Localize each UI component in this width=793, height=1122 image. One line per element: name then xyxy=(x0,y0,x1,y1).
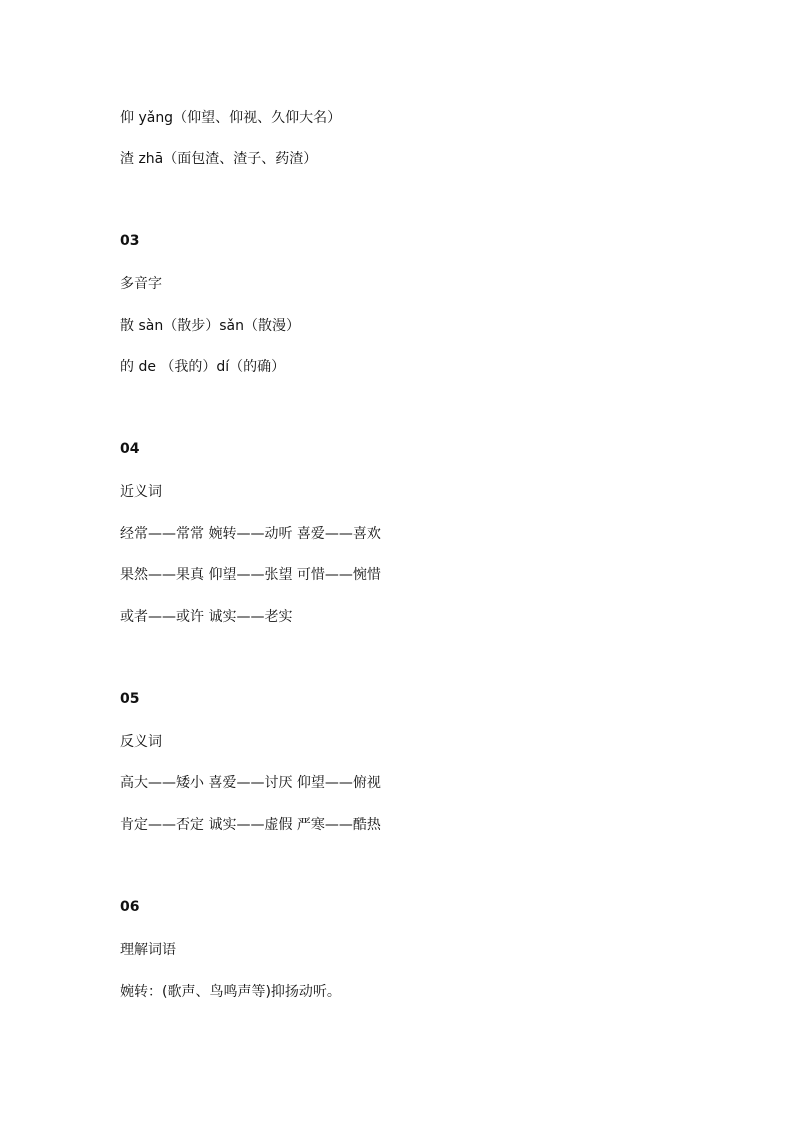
section-number-05: 05 xyxy=(120,691,140,707)
section-number-04: 04 xyxy=(120,441,140,457)
section-title-synonyms: 近义词 xyxy=(120,484,162,500)
text-line-polyphone-san: 散 sàn（散步）sǎn（散漫） xyxy=(120,318,300,334)
section-title-antonyms: 反义词 xyxy=(120,734,162,750)
section-title-polyphones: 多音字 xyxy=(120,276,162,292)
text-line-word-meaning-wanzhuan: 婉转：(歌声、鸟鸣声等)抑扬动听。 xyxy=(120,984,341,1000)
text-line-polyphone-de: 的 de （我的）dí（的确） xyxy=(120,359,286,375)
text-line-antonyms-1: 高大——矮小 喜爱——讨厌 仰望——俯视 xyxy=(120,775,381,791)
text-line-synonyms-3: 或者——或许 诚实——老实 xyxy=(120,609,293,625)
text-line-pronunciation-yang: 仰 yǎng（仰望、仰视、久仰大名） xyxy=(120,110,342,126)
text-line-synonyms-2: 果然——果真 仰望——张望 可惜——惋惜 xyxy=(120,567,381,583)
section-number-03: 03 xyxy=(120,233,140,249)
text-line-antonyms-2: 肯定——否定 诚实——虚假 严寒——酷热 xyxy=(120,817,381,833)
text-line-synonyms-1: 经常——常常 婉转——动听 喜爱——喜欢 xyxy=(120,526,381,542)
section-number-06: 06 xyxy=(120,899,140,915)
text-line-pronunciation-zha: 渣 zhā（面包渣、渣子、药渣） xyxy=(120,151,318,167)
section-title-word-meanings: 理解词语 xyxy=(120,942,176,958)
